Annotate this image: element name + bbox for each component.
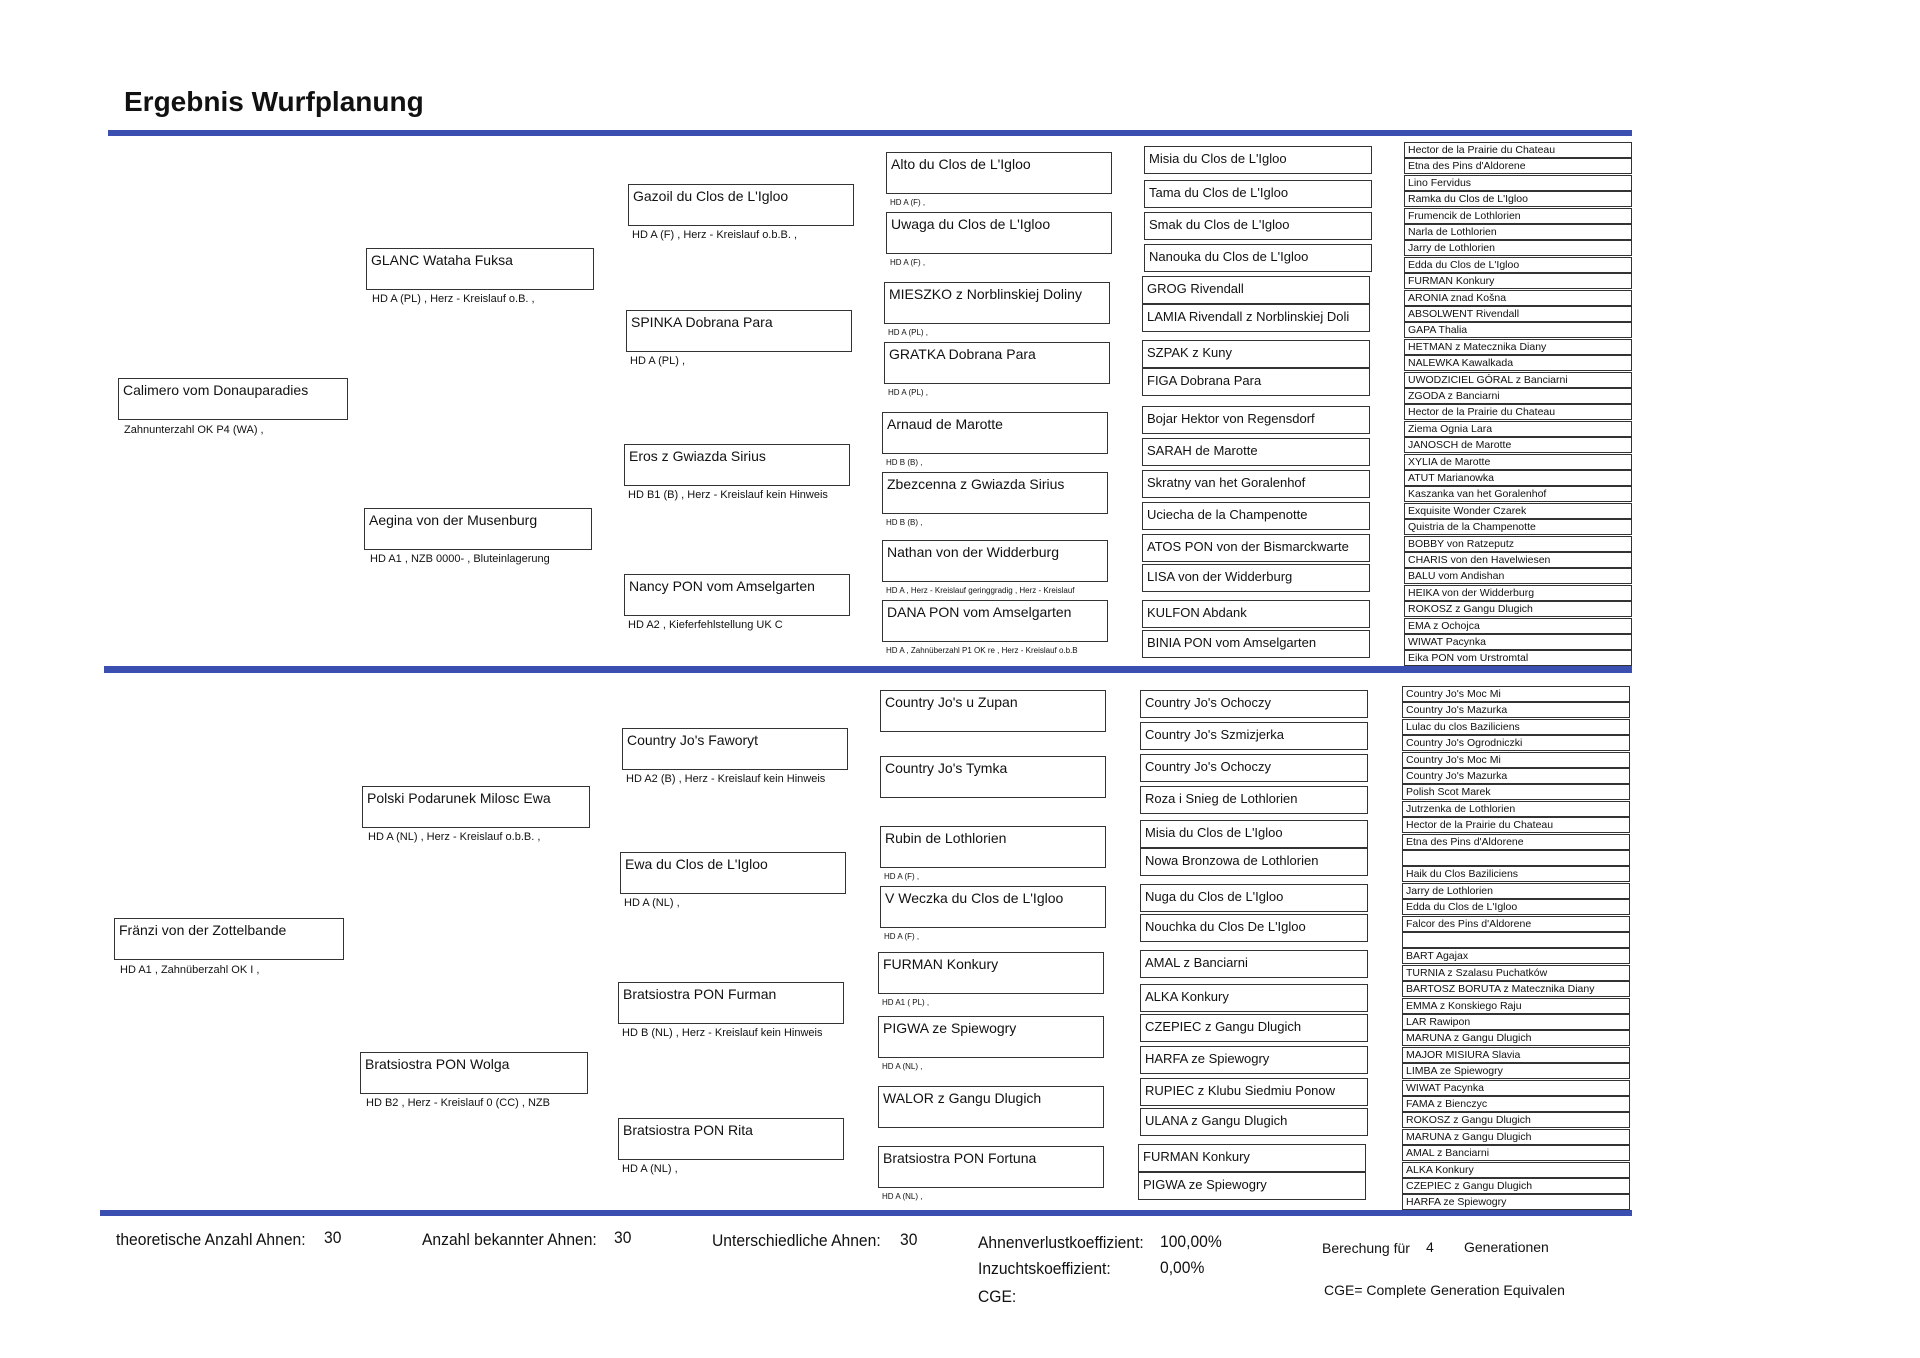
bottom-rule xyxy=(100,1210,1632,1216)
distinct-ancestors-value: 30 xyxy=(900,1230,918,1249)
gen3-box: Uwaga du Clos de L'Igloo xyxy=(886,212,1112,254)
gen5-box: CHARIS von den Havelwiesen xyxy=(1404,552,1632,568)
gen4-box: GROG Rivendall xyxy=(1142,276,1370,304)
gen5-box: ZGODA z Banciarni xyxy=(1404,388,1632,404)
calc-label: Berechung für xyxy=(1322,1240,1410,1256)
gen3-info: HD A (F) , xyxy=(890,258,926,267)
gen4-box: Nouchka du Clos De L'Igloo xyxy=(1140,914,1368,942)
gen5-box: Falcor des Pins d'Aldorene xyxy=(1402,916,1630,932)
gen4-box: CZEPIEC z Gangu Dlugich xyxy=(1140,1014,1368,1042)
gen5-box: NALEWKA Kawalkada xyxy=(1404,355,1632,371)
gen4-box: ALKA Konkury xyxy=(1140,984,1368,1012)
gen5-box: Edda du Clos de L'Igloo xyxy=(1402,899,1630,915)
gen5-box: Lulac du clos Baziliciens xyxy=(1402,719,1630,735)
gen4-box: RUPIEC z Klubu Siedmiu Ponow xyxy=(1140,1078,1368,1106)
gen4-box: ULANA z Gangu Dlugich xyxy=(1140,1108,1368,1136)
gen5-box: BOBBY von Ratzeputz xyxy=(1404,536,1632,552)
gen5-box: EMMA z Konskiego Raju xyxy=(1402,998,1630,1014)
gen5-box: ARONIA znad Košna xyxy=(1404,290,1632,306)
gen2-box-4: Nancy PON vom Amselgarten xyxy=(624,574,850,616)
gen5-box: LIMBA ze Spiewogry xyxy=(1402,1063,1630,1079)
gen4-box: HARFA ze Spiewogry xyxy=(1140,1046,1368,1074)
theo-ancestors-value: 30 xyxy=(324,1228,342,1247)
gen5-box xyxy=(1402,932,1630,948)
gen5-box: Edda du Clos de L'Igloo xyxy=(1404,257,1632,273)
gen5-box: LAR Rawipon xyxy=(1402,1014,1630,1030)
gen5-box: Haik du Clos Baziliciens xyxy=(1402,866,1630,882)
gen5-box: MAJOR MISIURA Slavia xyxy=(1402,1047,1630,1063)
gen3-box: Alto du Clos de L'Igloo xyxy=(886,152,1112,194)
gen3-info: HD A (F) , xyxy=(884,932,920,941)
gen4-box: Country Jo's Ochoczy xyxy=(1140,690,1368,718)
gen2-box-3: Eros z Gwiazda Sirius xyxy=(624,444,850,486)
gen5-box: WIWAT Pacynka xyxy=(1404,634,1632,650)
calc-unit: Generationen xyxy=(1464,1239,1549,1255)
gen4-box: Skratny van het Goralenhof xyxy=(1142,470,1370,498)
gen5-box: Hector de la Prairie du Chateau xyxy=(1404,142,1632,158)
gen4-box: LAMIA Rivendall z Norblinskiej Doli xyxy=(1142,304,1370,332)
gen5-box: JANOSCH de Marotte xyxy=(1404,437,1632,453)
gen4-box: BINIA PON vom Amselgarten xyxy=(1142,630,1370,658)
gen5-box: Jarry de Lothlorien xyxy=(1404,240,1632,256)
gen5-box: Exquisite Wonder Czarek xyxy=(1404,503,1632,519)
gen2-info-3: HD B1 (B) , Herz - Kreislauf kein Hinweis xyxy=(628,489,828,501)
gen5-box: BALU vom Andishan xyxy=(1404,568,1632,584)
gen5-box: Country Jo's Moc Mi xyxy=(1402,752,1630,768)
gen3-info: HD A (F) , xyxy=(884,872,920,881)
gen5-box: Quistria de la Champenotte xyxy=(1404,519,1632,535)
gen4-box: Bojar Hektor von Regensdorf xyxy=(1142,406,1370,434)
ik-label: Inzuchtskoeffizient: xyxy=(978,1259,1111,1278)
gen3-box: Arnaud de Marotte xyxy=(882,412,1108,454)
gen5-box: Etna des Pins d'Aldorene xyxy=(1404,158,1632,174)
gen5-box: Eika PON vom Urstromtal xyxy=(1404,650,1632,666)
gen5-box: MARUNA z Gangu Dlugich xyxy=(1402,1030,1630,1046)
gen3-info: HD A (PL) , xyxy=(888,328,929,337)
dam-mother-info: HD B2 , Herz - Kreislauf 0 (CC) , NZB xyxy=(366,1097,550,1109)
gen3-box: Zbezcenna z Gwiazda Sirius xyxy=(882,472,1108,514)
gen3-info: HD B (B) , xyxy=(886,458,923,467)
gen3-box: WALOR z Gangu Dlugich xyxy=(878,1086,1104,1128)
gen5-box: Etna des Pins d'Aldorene xyxy=(1402,834,1630,850)
gen2-box-8: Bratsiostra PON Rita xyxy=(618,1118,844,1160)
gen3-box: Country Jo's Tymka xyxy=(880,756,1106,798)
gen4-box: Misia du Clos de L'Igloo xyxy=(1144,146,1372,174)
gen3-box: V Weczka du Clos de L'Igloo xyxy=(880,886,1106,928)
sire-box: Calimero vom Donauparadies xyxy=(118,378,348,420)
gen5-box: Country Jo's Mazurka xyxy=(1402,702,1630,718)
gen4-box: PIGWA ze Spiewogry xyxy=(1138,1172,1366,1200)
gen4-box: LISA von der Widderburg xyxy=(1142,564,1370,592)
dam-box: Fränzi von der Zottelbande xyxy=(114,918,344,960)
gen5-box: Narla de Lothlorien xyxy=(1404,224,1632,240)
gen5-box: HETMAN z Matecznika Diany xyxy=(1404,339,1632,355)
gen4-box: Country Jo's Szmizjerka xyxy=(1140,722,1368,750)
gen2-info-1: HD A (F) , Herz - Kreislauf o.b.B. , xyxy=(632,229,798,241)
gen5-box: FAMA z Bienczyc xyxy=(1402,1096,1630,1112)
gen4-box: Roza i Snieg de Lothlorien xyxy=(1140,786,1368,814)
gen3-info: HD A , Herz - Kreislauf geringgradig , Herz - Kreislauf xyxy=(886,586,1075,595)
gen4-box: Nanouka du Clos de L'Igloo xyxy=(1144,244,1372,272)
known-ancestors-label: Anzahl bekannter Ahnen: xyxy=(422,1230,597,1249)
distinct-ancestors-label: Unterschiedliche Ahnen: xyxy=(712,1231,881,1250)
gen2-box-2: SPINKA Dobrana Para xyxy=(626,310,852,352)
gen2-info-5: HD A2 (B) , Herz - Kreislauf kein Hinweis xyxy=(626,773,826,785)
sire-info: Zahnunterzahl OK P4 (WA) , xyxy=(124,424,264,436)
known-ancestors-value: 30 xyxy=(614,1228,632,1247)
gen4-box: Uciecha de la Champenotte xyxy=(1142,502,1370,530)
gen5-box: ROKOSZ z Gangu Dlugich xyxy=(1402,1112,1630,1128)
gen5-box xyxy=(1402,850,1630,866)
gen2-box-5: Country Jo's Faworyt xyxy=(622,728,848,770)
gen5-box: Ramka du Clos de L'Igloo xyxy=(1404,191,1632,207)
gen5-box: Jutrzenka de Lothlorien xyxy=(1402,801,1630,817)
sire-father-box: GLANC Wataha Fuksa xyxy=(366,248,594,290)
title-rule xyxy=(108,130,1632,136)
gen3-box: PIGWA ze Spiewogry xyxy=(878,1016,1104,1058)
gen5-box: Kaszanka van het Goralenhof xyxy=(1404,486,1632,502)
gen3-box: FURMAN Konkury xyxy=(878,952,1104,994)
gen3-box: MIESZKO z Norblinskiej Doliny xyxy=(884,282,1110,324)
gen5-box: WIWAT Pacynka xyxy=(1402,1080,1630,1096)
gen2-info-6: HD A (NL) , xyxy=(624,897,680,909)
gen4-box: Nuga du Clos de L'Igloo xyxy=(1140,884,1368,912)
sire-mother-box: Aegina von der Musenburg xyxy=(364,508,592,550)
gen3-info: HD A1 ( PL) , xyxy=(882,998,930,1007)
gen5-box: ABSOLWENT Rivendall xyxy=(1404,306,1632,322)
gen3-info: HD A , Zahnüberzahl P1 OK re , Herz - Kreislauf o.b.B xyxy=(886,646,1078,655)
gen5-box: HEIKA von der Widderburg xyxy=(1404,585,1632,601)
theo-ancestors-label: theoretische Anzahl Ahnen: xyxy=(116,1230,306,1249)
gen4-box: FURMAN Konkury xyxy=(1138,1144,1366,1172)
gen4-box: ATOS PON von der Bismarckwarte xyxy=(1142,534,1370,562)
gen2-info-7: HD B (NL) , Herz - Kreislauf kein Hinweis xyxy=(622,1027,823,1039)
gen5-box: ALKA Konkury xyxy=(1402,1162,1630,1178)
dam-father-box: Polski Podarunek Milosc Ewa xyxy=(362,786,590,828)
gen3-info: HD A (NL) , xyxy=(882,1192,923,1201)
gen4-box: SARAH de Marotte xyxy=(1142,438,1370,466)
gen3-info: HD A (PL) , xyxy=(888,388,929,397)
gen4-box: Misia du Clos de L'Igloo xyxy=(1140,820,1368,848)
ik-value: 0,00% xyxy=(1160,1258,1205,1277)
gen3-box: DANA PON vom Amselgarten xyxy=(882,600,1108,642)
page-title: Ergebnis Wurfplanung xyxy=(124,86,424,117)
gen5-box: AMAL z Banciarni xyxy=(1402,1145,1630,1161)
cge-note: CGE= Complete Generation Equivalen xyxy=(1324,1282,1565,1298)
gen4-box: KULFON Abdank xyxy=(1142,600,1370,628)
middle-rule xyxy=(104,666,1632,673)
gen2-box-1: Gazoil du Clos de L'Igloo xyxy=(628,184,854,226)
gen5-box: TURNIA z Szalasu Puchatków xyxy=(1402,965,1630,981)
gen2-box-7: Bratsiostra PON Furman xyxy=(618,982,844,1024)
gen5-box: Country Jo's Mazurka xyxy=(1402,768,1630,784)
gen3-box: GRATKA Dobrana Para xyxy=(884,342,1110,384)
gen5-box: XYLIA de Marotte xyxy=(1404,454,1632,470)
gen5-box: FURMAN Konkury xyxy=(1404,273,1632,289)
gen5-box: Country Jo's Ogrodniczki xyxy=(1402,735,1630,751)
gen5-box: Hector de la Prairie du Chateau xyxy=(1404,404,1632,420)
gen3-box: Country Jo's u Zupan xyxy=(880,690,1106,732)
gen5-box: Ziema Ognia Lara xyxy=(1404,421,1632,437)
gen5-box: Polish Scot Marek xyxy=(1402,784,1630,800)
dam-father-info: HD A (NL) , Herz - Kreislauf o.b.B. , xyxy=(368,831,541,843)
gen5-box: HARFA ze Spiewogry xyxy=(1402,1194,1630,1210)
gen5-box: Lino Fervidus xyxy=(1404,175,1632,191)
gen5-box: CZEPIEC z Gangu Dlugich xyxy=(1402,1178,1630,1194)
gen5-box: Jarry de Lothlorien xyxy=(1402,883,1630,899)
cge-label: CGE: xyxy=(978,1287,1017,1306)
gen5-box: EMA z Ochojca xyxy=(1404,618,1632,634)
gen3-info: HD B (B) , xyxy=(886,518,923,527)
avk-value: 100,00% xyxy=(1160,1232,1222,1251)
gen3-box: Bratsiostra PON Fortuna xyxy=(878,1146,1104,1188)
gen5-box: Frumencik de Lothlorien xyxy=(1404,208,1632,224)
gen4-box: SZPAK z Kuny xyxy=(1142,340,1370,368)
calc-value: 4 xyxy=(1426,1239,1434,1255)
gen4-box: Smak du Clos de L'Igloo xyxy=(1144,212,1372,240)
gen3-box: Rubin de Lothlorien xyxy=(880,826,1106,868)
gen5-box: Country Jo's Moc Mi xyxy=(1402,686,1630,702)
gen3-info: HD A (NL) , xyxy=(882,1062,923,1071)
gen5-box: BARTOSZ BORUTA z Matecznika Diany xyxy=(1402,981,1630,997)
gen5-box: BART Agajax xyxy=(1402,948,1630,964)
dam-info: HD A1 , Zahnüberzahl OK I , xyxy=(120,964,260,976)
sire-father-info: HD A (PL) , Herz - Kreislauf o.B. , xyxy=(372,293,535,305)
gen4-box: FIGA Dobrana Para xyxy=(1142,368,1370,396)
gen4-box: Tama du Clos de L'Igloo xyxy=(1144,180,1372,208)
gen3-box: Nathan von der Widderburg xyxy=(882,540,1108,582)
avk-label: Ahnenverlustkoeffizient: xyxy=(978,1233,1144,1252)
gen4-box: Country Jo's Ochoczy xyxy=(1140,754,1368,782)
gen2-info-8: HD A (NL) , xyxy=(622,1163,678,1175)
gen3-info: HD A (F) , xyxy=(890,198,926,207)
gen4-box: Nowa Bronzowa de Lothlorien xyxy=(1140,848,1368,876)
gen2-info-4: HD A2 , Kieferfehlstellung UK C xyxy=(628,619,783,631)
gen4-box: AMAL z Banciarni xyxy=(1140,950,1368,978)
gen2-info-2: HD A (PL) , xyxy=(630,355,686,367)
gen2-box-6: Ewa du Clos de L'Igloo xyxy=(620,852,846,894)
sire-mother-info: HD A1 , NZB 0000- , Bluteinlagerung xyxy=(370,553,550,565)
gen5-box: ATUT Marianowka xyxy=(1404,470,1632,486)
gen5-box: GAPA Thalia xyxy=(1404,322,1632,338)
dam-mother-box: Bratsiostra PON Wolga xyxy=(360,1052,588,1094)
gen5-box: Hector de la Prairie du Chateau xyxy=(1402,817,1630,833)
gen5-box: ROKOSZ z Gangu Dlugich xyxy=(1404,601,1632,617)
gen5-box: MARUNA z Gangu Dlugich xyxy=(1402,1129,1630,1145)
gen5-box: UWODZICIEL GÓRAL z Banciarni xyxy=(1404,372,1632,388)
